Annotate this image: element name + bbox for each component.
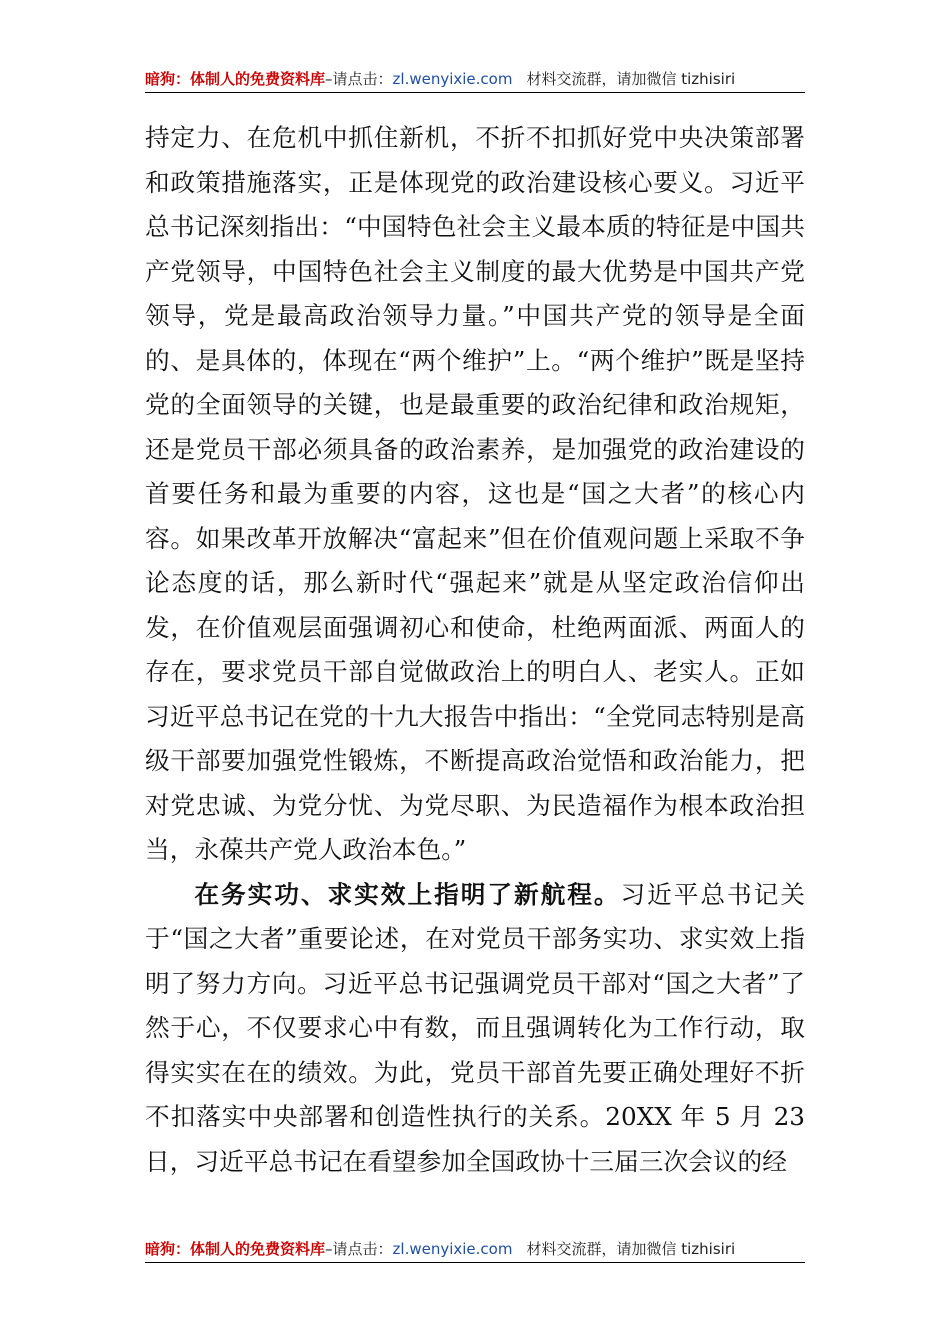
- footer-click-prompt: –请点击：: [325, 1240, 393, 1258]
- header-site-name: 暗狗：体制人的免费资料库: [145, 70, 326, 88]
- paragraph-1: 持定力、在危机中抓住新机，不折不扣抓好党中央决策部署和政策措施落实，正是体现党的政治建设核心要义。习近平总书记深刻指出：“中国特色社会主义最本质的特征是中国共产党领导，中国特色社会主义制度的最大优势是中国共产党领导，党是最高政治领导力量。”中国共产党的领导是全面的、是具体的，体现在“两个维护”上。“两个维护”既是坚持党的全面领导的关键，也是最重要的政治纪律和政治规矩，还是党员干部必须具备的政治素养，是加强党的政治建设的首要任务和最为重要的内容，这也是“国之大者”的核心内容。如果改革开放解决“富起来”但在价值观问题上采取不争论态度的话，那么新时代“强起来”就是从坚定政治信仰出发，在价值观层面强调初心和使命，杜绝两面派、两面人的存在，要求党员干部自觉做政治上的明白人、老实人。正如习近平总书记在党的十九大报告中指出：“全党同志特别是高级干部要加强党性锻炼，不断提高政治觉悟和政治能力，把对党忠诚、为党分忧、为党尽职、为民造福作为根本政治担当，永葆共产党人政治本色。”: [145, 123, 805, 864]
- paragraph-2: [145, 873, 805, 1185]
- paragraph-2-lead: 在务实功、求实效上指明了新航程。: [194, 879, 621, 909]
- paragraph-2-text: 习近平总书记关于“国之大者”重要论述，在对党员干部务实功、求实效上指明了努力方向。习近平总书记强调党员干部对“国之大者”了然于心，不仅要求心中有数，而且强调转化为工作行动，取得实实在在的绩效。为此，党员干部首先要正确处理好不折不扣落实中央部署和创造性执行的关系。20XX 年 5 月 23 日，习近平总书记在看望参加全国政协十三届三次会议的经: [145, 879, 805, 1176]
- header-group-note: 材料交流群，请加微信 tizhisiri: [526, 70, 736, 88]
- document-body: [145, 116, 805, 1184]
- footer-url-link[interactable]: zl.wenyixie.com: [392, 1240, 513, 1258]
- footer-group-note: 材料交流群，请加微信 tizhisiri: [526, 1240, 736, 1258]
- header-banner: [145, 66, 805, 93]
- header-url-link[interactable]: zl.wenyixie.com: [392, 70, 513, 88]
- header-click-prompt: –请点击：: [325, 70, 393, 88]
- footer-site-name: 暗狗：体制人的免费资料库: [145, 1240, 326, 1258]
- footer-banner: [145, 1236, 805, 1263]
